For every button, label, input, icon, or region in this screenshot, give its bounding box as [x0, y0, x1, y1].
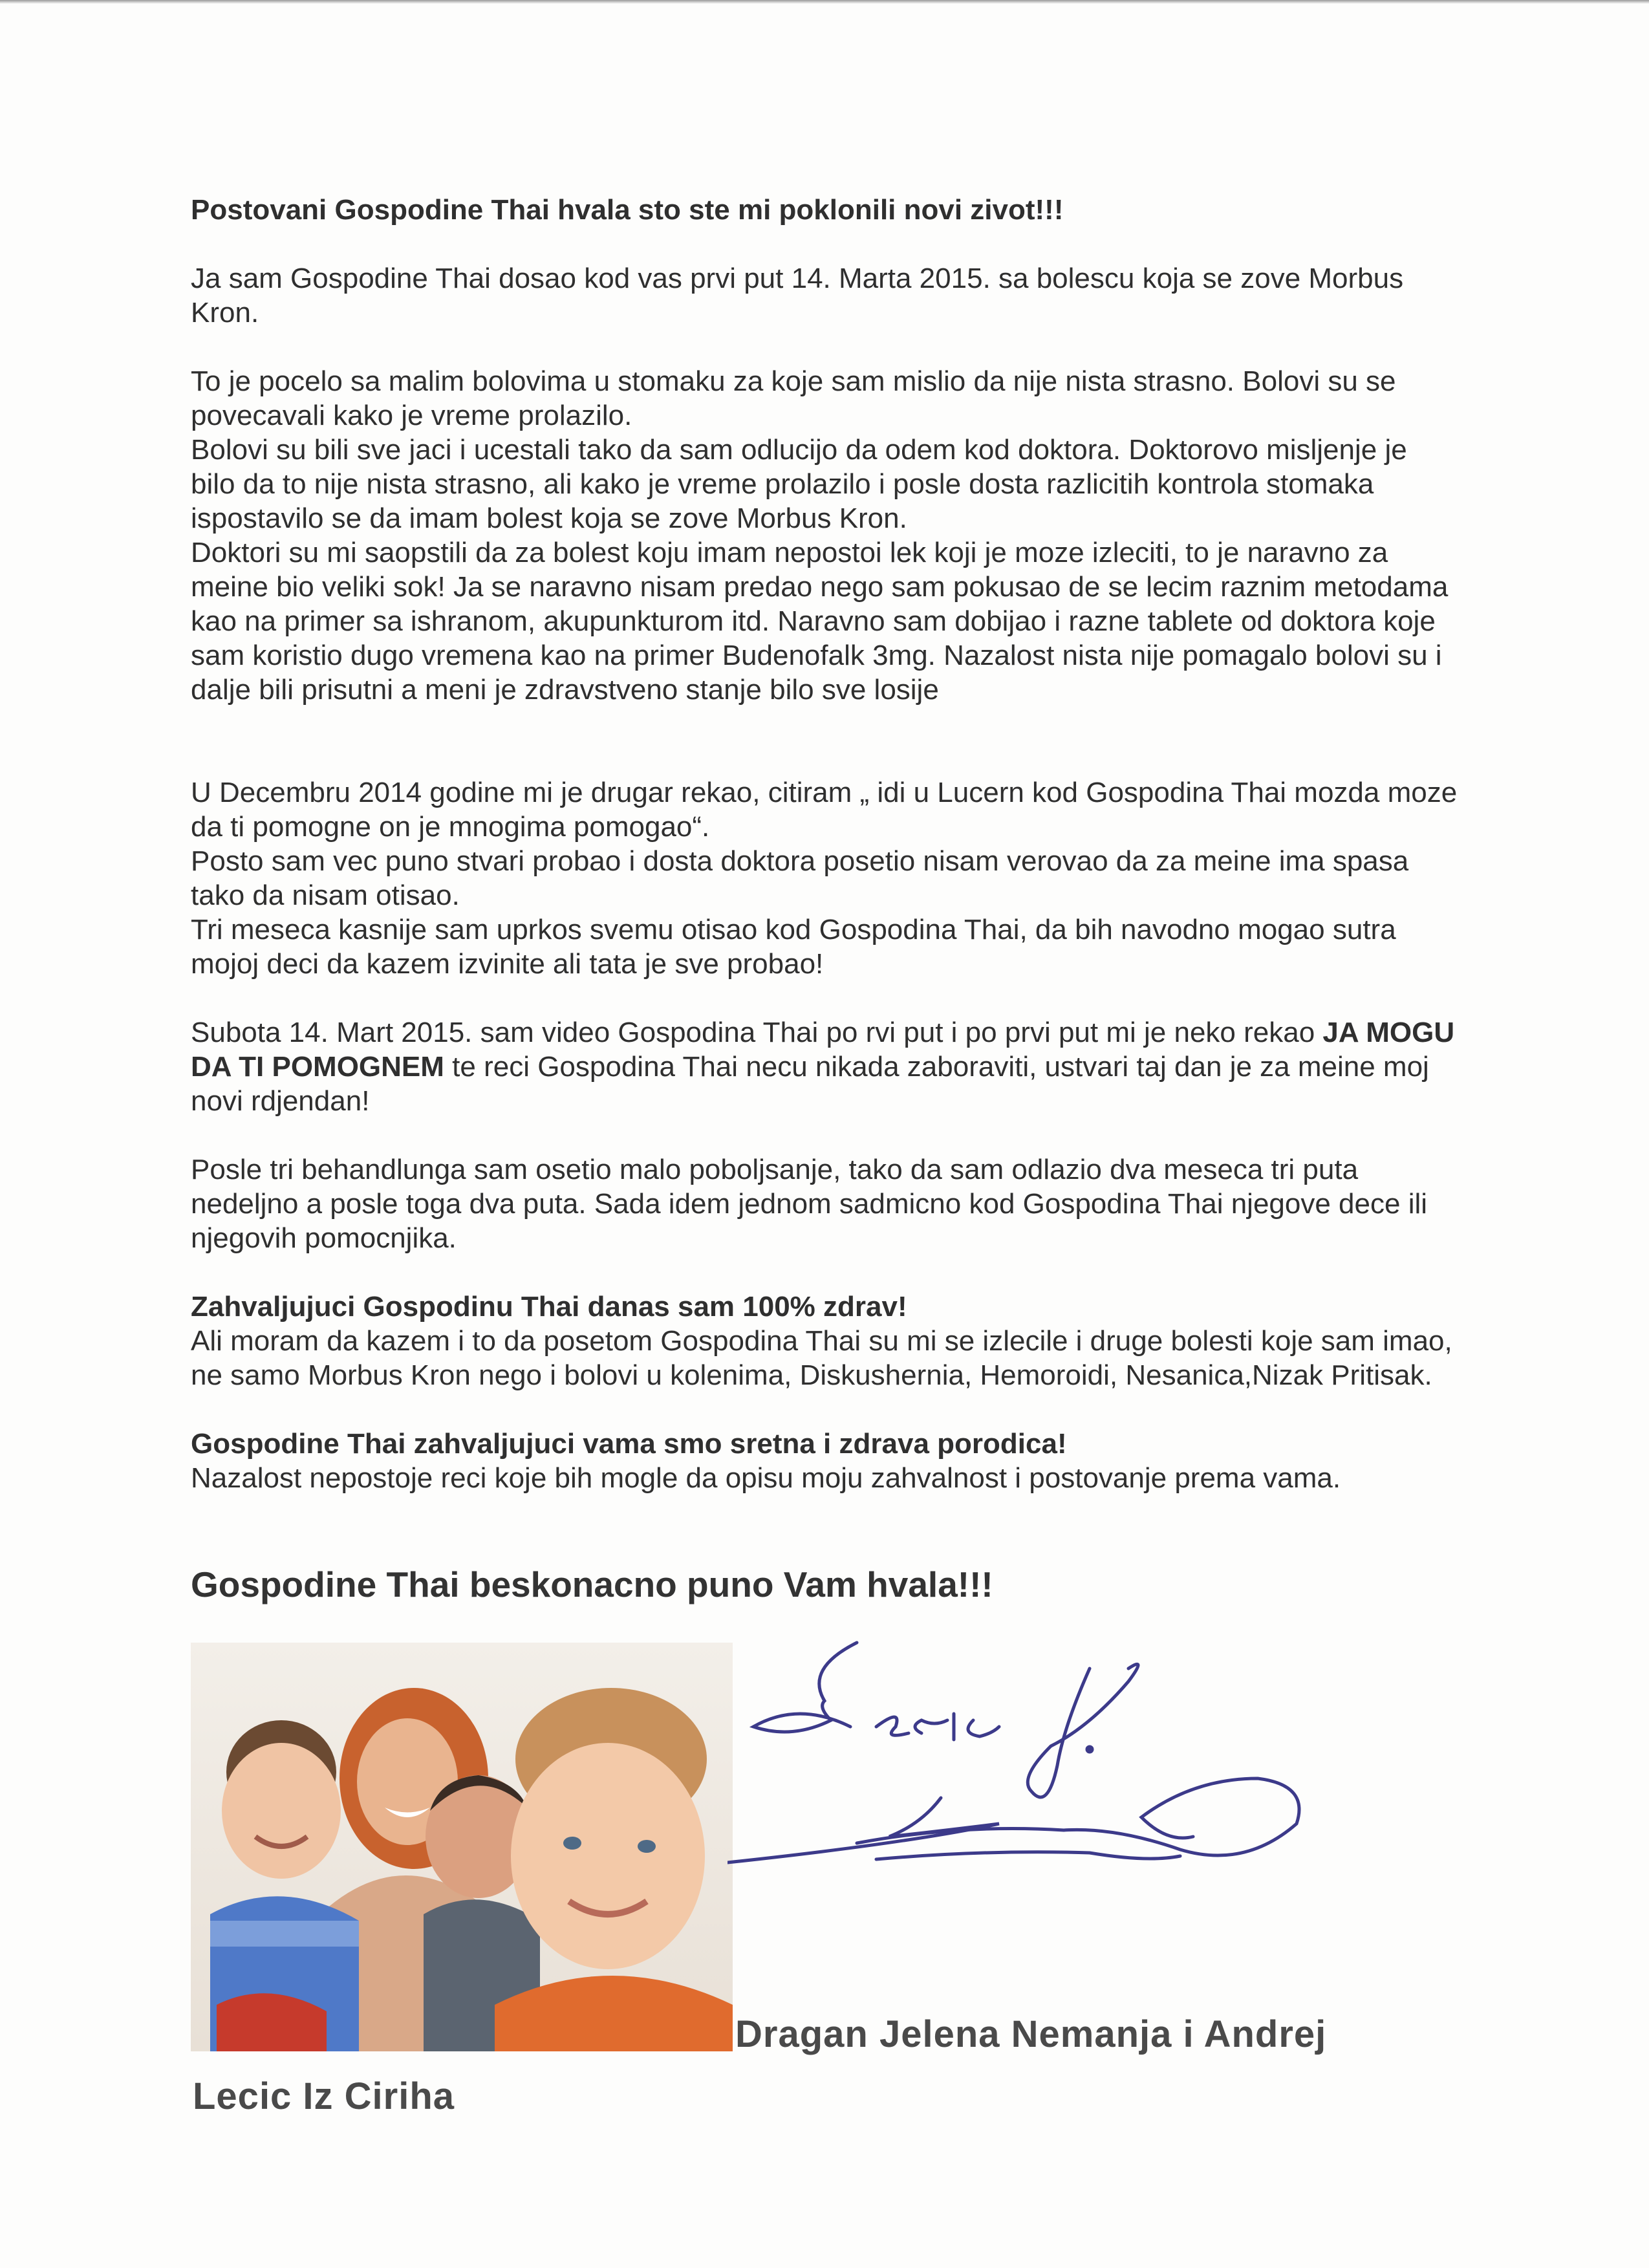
paragraph-illness-2: Bolovi su bili sve jaci i ucestali tako da sam odlucijo da odem kod doktora. Doktorovo misljenje je bilo da to nije nista strasno, ali kako je vreme prolazilo i posle dosta razlicitih kontrola stomaka ispostavilo se da imam bolest koja se zove Morbus Kron.: [191, 434, 1407, 534]
paragraph-friend-1: U Decembru 2014 godine mi je drugar rekao, citiram „ idi u Lucern kod Gospodina Thai mozda moze da ti pomogne on je mnogima pomogao“.: [191, 777, 1458, 843]
paragraph-friend-2: Posto sam vec puno stvari probao i dosta doktora posetio nisam verovao da za meine ima spasa tako da nisam otisao.: [191, 845, 1409, 911]
paragraph-other-illnesses: Ali moram da kazem i to da posetom Gospodina Thai su mi se izlecile i druge bolesti koje sam imao, ne samo Morbus Kron nego i bolovi u kolenima, Diskushernia, Hemoroidi, Nesanica,Nizak Pritisak.: [191, 1325, 1452, 1391]
paragraph-illness-3: Doktori su mi saopstili da za bolest koju imam nepostoi lek koji je moze izleciti, to je naravno za meine bio veliki sok! Ja se naravno nisam predao nego sam pokusao de se lecim raznim metodama kao na primer sa ishranom, akupunkturom itd. Naravno sam dobijao i razne tablete od doktora koje sam koristio dugo vremena kao na primer Budenofalk 3mg. Nazalost nista nije pomagalo bolovi su i dalje bili prisutni a meni je zdravstveno stanje bilo sve losije: [191, 537, 1449, 706]
family-statement: Gospodine Thai zahvaljujuci vama smo sretna i zdrava porodica!: [191, 1428, 1067, 1460]
signatory-surname-city: Lecic Iz Ciriha: [193, 2075, 455, 2117]
salutation: Postovani Gospodine Thai hvala sto ste mi poklonili novi zivot!!!: [191, 194, 1064, 226]
paragraph-treatment: Posle tri behandlunga sam osetio malo poboljsanje, tako da sam odlazio dva meseca tri puta nedeljno a posle toga dva puta. Sada idem jednom sadmicno kod Gospodina Thai njegove dece ili njegovih pomocnjika.: [191, 1154, 1428, 1254]
handwritten-signature: [727, 1630, 1374, 1908]
paragraph-first-visit: Subota 14. Mart 2015. sam video Gospodina Thai po rvi put i po prvi put mi je neko rekao JA MOGU DA TI POMOGNEM te reci Gospodina Thai necu nikada zaboraviti, ustvari taj dan je za meine moj novi rdjendan!: [191, 1017, 1455, 1117]
healthy-statement: Zahvaljujuci Gospodinu Thai danas sam 100% zdrav!: [191, 1291, 907, 1323]
paragraph-intro: Ja sam Gospodine Thai dosao kod vas prvi put 14. Marta 2015. sa bolescu koja se zove Morbus Kron.: [191, 263, 1404, 329]
signatory-names: Dragan Jelena Nemanja i Andrej: [735, 2013, 1327, 2055]
paragraph-illness-1: To je pocelo sa malim bolovima u stomaku za koje sam mislio da nije nista strasno. Bolovi su se povecavali kako je vreme prolazilo.: [191, 365, 1396, 431]
letter-body: [191, 193, 1458, 1495]
paragraph-gratitude: Nazalost nepostoje reci koje bih mogle da opisu moju zahvalnost i postovanje prema vama.: [191, 1462, 1341, 1494]
paragraph-friend-3: Tri meseca kasnije sam uprkos svemu otisao kod Gospodina Thai, da bih navodno mogao sutra mojoj deci da kazem izvinite ali tata je sve probao!: [191, 914, 1396, 980]
closing-thanks: Gospodine Thai beskonacno puno Vam hvala!!!: [191, 1564, 993, 1604]
family-photo: [191, 1643, 733, 2051]
scan-top-edge: [0, 0, 1649, 4]
